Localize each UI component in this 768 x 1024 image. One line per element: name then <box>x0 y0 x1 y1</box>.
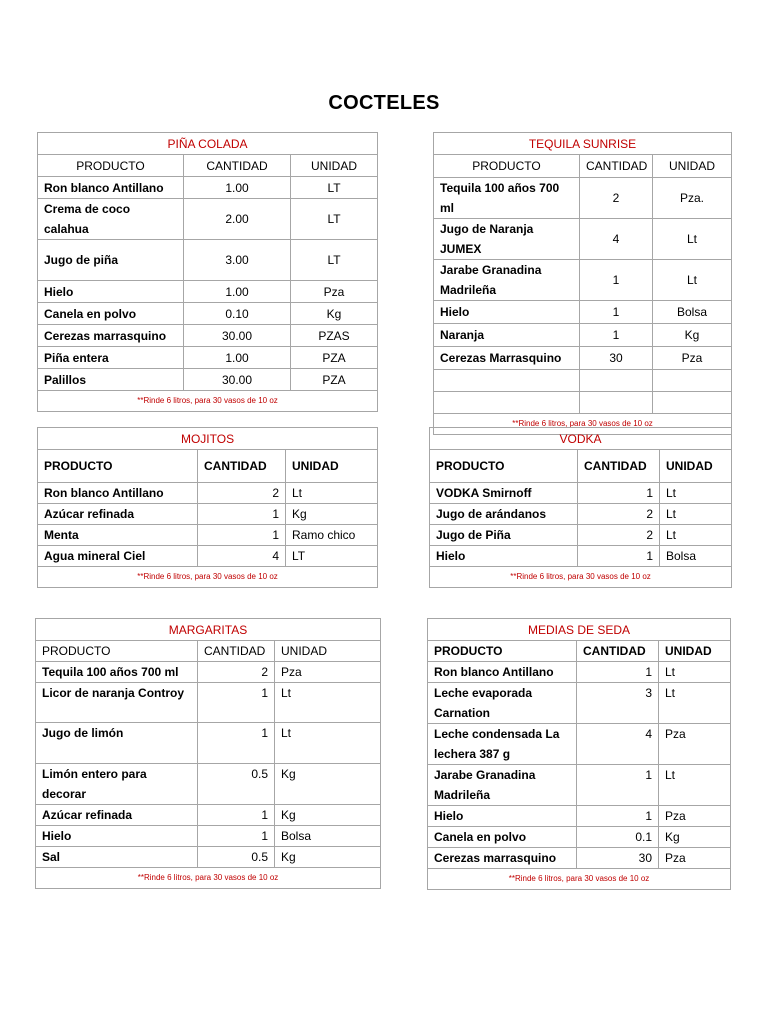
quantity-cell: 1 <box>577 662 659 683</box>
recipe-title: MARGARITAS <box>36 619 381 641</box>
quantity-cell: 1 <box>198 805 275 826</box>
table-row <box>434 260 732 301</box>
product-cell: VODKA Smirnoff <box>430 483 578 504</box>
table-row <box>36 764 381 805</box>
quantity-cell: 1.00 <box>184 177 291 199</box>
unit-cell: Bolsa <box>660 546 732 567</box>
product-cell: Cerezas marrasquino <box>38 325 184 347</box>
unit-cell: PZA <box>291 347 378 369</box>
unit-cell: Kg <box>291 303 378 325</box>
table-row <box>38 199 378 240</box>
unit-cell: PZAS <box>291 325 378 347</box>
column-header-unidad: UNIDAD <box>291 155 378 177</box>
table-row <box>428 806 731 827</box>
recipe-title: TEQUILA SUNRISE <box>434 133 732 155</box>
quantity-cell: 1 <box>198 525 286 546</box>
product-cell: Agua mineral Ciel <box>38 546 198 567</box>
unit-cell: Kg <box>653 324 732 347</box>
product-cell: Sal <box>36 847 198 868</box>
table-row <box>38 347 378 369</box>
quantity-cell: 1 <box>198 504 286 525</box>
column-header-producto: PRODUCTO <box>36 641 198 662</box>
column-header-unidad: UNIDAD <box>653 155 732 178</box>
unit-cell: Kg <box>286 504 378 525</box>
product-cell: Ron blanco Antillano <box>428 662 577 683</box>
product-cell: Hielo <box>38 281 184 303</box>
table-row <box>36 662 381 683</box>
quantity-cell: 30 <box>577 848 659 869</box>
product-cell: Tequila 100 años 700 ml <box>36 662 198 683</box>
quantity-cell: 30 <box>580 347 653 370</box>
product-cell <box>434 392 580 414</box>
quantity-cell: 1 <box>580 301 653 324</box>
column-header-producto: PRODUCTO <box>428 641 577 662</box>
unit-cell: Kg <box>275 847 381 868</box>
product-cell: Palillos <box>38 369 184 391</box>
table-row <box>36 683 381 723</box>
table-row <box>434 301 732 324</box>
product-cell: Azúcar refinada <box>36 805 198 826</box>
unit-cell: Pza <box>275 662 381 683</box>
table-row <box>428 827 731 848</box>
unit-cell: Pza <box>653 347 732 370</box>
product-cell: Limón entero para decorar <box>36 764 198 805</box>
quantity-cell: 1 <box>198 683 275 723</box>
product-cell: Menta <box>38 525 198 546</box>
unit-cell: Lt <box>660 483 732 504</box>
unit-cell: Pza <box>291 281 378 303</box>
table-row <box>430 483 732 504</box>
quantity-cell: 1 <box>577 765 659 806</box>
quantity-cell: 0.5 <box>198 764 275 805</box>
quantity-cell: 2 <box>198 483 286 504</box>
product-cell: Jarabe Granadina Madrileña <box>428 765 577 806</box>
table-row <box>38 281 378 303</box>
quantity-cell: 3.00 <box>184 240 291 281</box>
quantity-cell: 1 <box>198 826 275 847</box>
yield-note: **Rinde 6 litros, para 30 vasos de 10 oz <box>38 391 378 412</box>
unit-cell: LT <box>291 240 378 281</box>
page-title: COCTELES <box>328 92 440 114</box>
unit-cell: Lt <box>275 723 381 764</box>
column-header-cantidad: CANTIDAD <box>184 155 291 177</box>
table-row <box>430 504 732 525</box>
unit-cell: Lt <box>286 483 378 504</box>
quantity-cell: 1 <box>578 546 660 567</box>
product-cell: Canela en polvo <box>38 303 184 325</box>
recipe-title: MOJITOS <box>38 428 378 450</box>
quantity-cell: 1 <box>577 806 659 827</box>
yield-note: **Rinde 6 litros, para 30 vasos de 10 oz <box>430 567 732 588</box>
column-header-producto: PRODUCTO <box>38 450 198 483</box>
product-cell: Jugo de Piña <box>430 525 578 546</box>
quantity-cell: 2.00 <box>184 199 291 240</box>
quantity-cell <box>580 392 653 414</box>
table-row <box>36 805 381 826</box>
yield-note: **Rinde 6 litros, para 30 vasos de 10 oz <box>36 868 381 889</box>
recipe-title: VODKA <box>430 428 732 450</box>
quantity-cell: 0.5 <box>198 847 275 868</box>
quantity-cell <box>580 370 653 392</box>
column-header-cantidad: CANTIDAD <box>198 641 275 662</box>
product-cell: Jarabe Granadina Madrileña <box>434 260 580 301</box>
unit-cell: Pza <box>659 724 731 765</box>
product-cell: Hielo <box>434 301 580 324</box>
column-header-producto: PRODUCTO <box>434 155 580 178</box>
quantity-cell: 1 <box>580 260 653 301</box>
recipe-title: MEDIAS DE SEDA <box>428 619 731 641</box>
table-row <box>434 178 732 219</box>
product-cell: Ron blanco Antillano <box>38 483 198 504</box>
table-row <box>38 369 378 391</box>
product-cell: Azúcar refinada <box>38 504 198 525</box>
product-cell: Hielo <box>36 826 198 847</box>
recipe-table-pina-colada <box>37 132 378 412</box>
unit-cell: Lt <box>659 765 731 806</box>
yield-note: **Rinde 6 litros, para 30 vasos de 10 oz <box>38 567 378 588</box>
unit-cell: Pza <box>659 806 731 827</box>
unit-cell: Lt <box>275 683 381 723</box>
recipe-title: PIÑA COLADA <box>38 133 378 155</box>
product-cell: Licor de naranja Controy <box>36 683 198 723</box>
table-row <box>36 847 381 868</box>
table-row <box>434 219 732 260</box>
column-header-unidad: UNIDAD <box>275 641 381 662</box>
recipe-table-vodka <box>429 427 732 588</box>
quantity-cell: 0.1 <box>577 827 659 848</box>
quantity-cell: 2 <box>580 178 653 219</box>
unit-cell <box>653 370 732 392</box>
quantity-cell: 0.10 <box>184 303 291 325</box>
column-header-unidad: UNIDAD <box>659 641 731 662</box>
quantity-cell: 1 <box>580 324 653 347</box>
unit-cell: Lt <box>659 662 731 683</box>
table-row <box>434 347 732 370</box>
column-header-cantidad: CANTIDAD <box>198 450 286 483</box>
table-row <box>38 483 378 504</box>
product-cell: Jugo de arándanos <box>430 504 578 525</box>
product-cell: Cerezas marrasquino <box>428 848 577 869</box>
quantity-cell: 4 <box>577 724 659 765</box>
table-row <box>38 525 378 546</box>
table-row <box>36 723 381 764</box>
table-row <box>428 848 731 869</box>
unit-cell: Pza <box>659 848 731 869</box>
recipe-table-tequila-sunrise <box>433 132 732 435</box>
unit-cell: Lt <box>660 525 732 546</box>
quantity-cell: 2 <box>578 504 660 525</box>
quantity-cell: 2 <box>198 662 275 683</box>
unit-cell: PZA <box>291 369 378 391</box>
unit-cell: Lt <box>653 219 732 260</box>
yield-note: **Rinde 6 litros, para 30 vasos de 10 oz <box>428 869 731 890</box>
product-cell: Cerezas Marrasquino <box>434 347 580 370</box>
product-cell: Naranja <box>434 324 580 347</box>
table-row <box>428 724 731 765</box>
quantity-cell: 1.00 <box>184 347 291 369</box>
product-cell: Jugo de Naranja JUMEX <box>434 219 580 260</box>
unit-cell: Kg <box>275 805 381 826</box>
yield-note: **Rinde 6 litros, para 30 vasos de 10 oz <box>434 414 732 435</box>
recipe-table-mojitos <box>37 427 378 588</box>
table-row <box>36 826 381 847</box>
product-cell: Piña entera <box>38 347 184 369</box>
product-cell: Tequila 100 años 700 ml <box>434 178 580 219</box>
unit-cell: LT <box>291 177 378 199</box>
quantity-cell: 4 <box>198 546 286 567</box>
unit-cell: Pza. <box>653 178 732 219</box>
quantity-cell: 4 <box>580 219 653 260</box>
unit-cell: LT <box>286 546 378 567</box>
unit-cell: Bolsa <box>653 301 732 324</box>
quantity-cell: 1.00 <box>184 281 291 303</box>
table-row <box>38 303 378 325</box>
column-header-cantidad: CANTIDAD <box>578 450 660 483</box>
quantity-cell: 30.00 <box>184 369 291 391</box>
table-row <box>38 504 378 525</box>
table-row <box>434 324 732 347</box>
product-cell: Canela en polvo <box>428 827 577 848</box>
table-row <box>38 177 378 199</box>
quantity-cell: 1 <box>198 723 275 764</box>
table-row <box>38 325 378 347</box>
column-header-producto: PRODUCTO <box>38 155 184 177</box>
table-row <box>428 765 731 806</box>
unit-cell: Bolsa <box>275 826 381 847</box>
unit-cell: Kg <box>275 764 381 805</box>
unit-cell: Lt <box>660 504 732 525</box>
table-row <box>38 546 378 567</box>
column-header-unidad: UNIDAD <box>660 450 732 483</box>
product-cell: Crema de coco calahua <box>38 199 184 240</box>
product-cell: Jugo de piña <box>38 240 184 281</box>
table-row <box>430 546 732 567</box>
unit-cell: Kg <box>659 827 731 848</box>
product-cell: Leche evaporada Carnation <box>428 683 577 724</box>
unit-cell: Lt <box>653 260 732 301</box>
unit-cell: Lt <box>659 683 731 724</box>
column-header-cantidad: CANTIDAD <box>580 155 653 178</box>
quantity-cell: 3 <box>577 683 659 724</box>
table-row <box>38 240 378 281</box>
product-cell: Hielo <box>430 546 578 567</box>
table-row <box>434 392 732 414</box>
table-row <box>434 370 732 392</box>
product-cell: Ron blanco Antillano <box>38 177 184 199</box>
column-header-cantidad: CANTIDAD <box>577 641 659 662</box>
table-row <box>430 525 732 546</box>
quantity-cell: 2 <box>578 525 660 546</box>
column-header-producto: PRODUCTO <box>430 450 578 483</box>
product-cell: Jugo de limón <box>36 723 198 764</box>
unit-cell: Ramo chico <box>286 525 378 546</box>
unit-cell <box>653 392 732 414</box>
product-cell: Hielo <box>428 806 577 827</box>
product-cell <box>434 370 580 392</box>
product-cell: Leche condensada La lechera 387 g <box>428 724 577 765</box>
quantity-cell: 1 <box>578 483 660 504</box>
recipe-table-margaritas <box>35 618 381 889</box>
quantity-cell: 30.00 <box>184 325 291 347</box>
table-row <box>428 662 731 683</box>
unit-cell: LT <box>291 199 378 240</box>
recipe-table-medias-de-seda <box>427 618 731 890</box>
column-header-unidad: UNIDAD <box>286 450 378 483</box>
table-row <box>428 683 731 724</box>
